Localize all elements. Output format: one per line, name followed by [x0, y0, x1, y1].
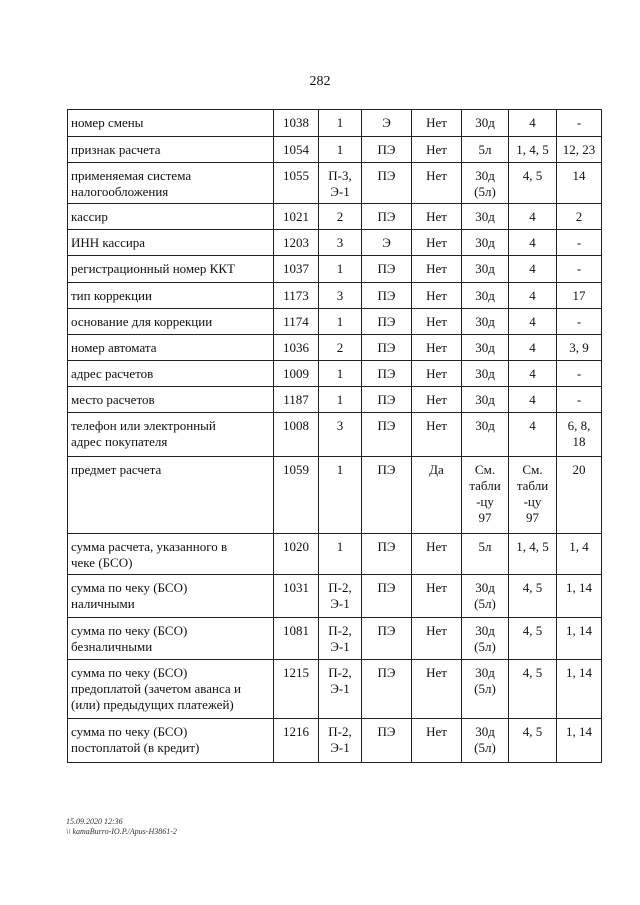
- cell-format: ПЭ: [362, 457, 412, 534]
- cell-required: Нет: [412, 361, 462, 387]
- cell-note: 1, 14: [557, 575, 602, 618]
- cell-multiplicity: П-3, Э-1: [319, 163, 362, 204]
- cell-format: ПЭ: [362, 163, 412, 204]
- cell-format: ПЭ: [362, 618, 412, 660]
- cell-tag-number: 1009: [274, 361, 319, 387]
- cell-storage-period: См. табли -цу 97: [462, 457, 509, 534]
- page-number: 282: [309, 74, 331, 89]
- cell-multiplicity: П-2, Э-1: [319, 719, 362, 763]
- cell-required: Нет: [412, 283, 462, 309]
- cell-multiplicity: 1: [319, 534, 362, 575]
- cell-storage-period: 30д (5л): [462, 163, 509, 204]
- footer-path: \\ kamaBurro-IO.P./Apus-H3861-2: [66, 827, 177, 836]
- cell-group: 4, 5: [509, 719, 557, 763]
- cell-format: ПЭ: [362, 534, 412, 575]
- cell-group: 1, 4, 5: [509, 534, 557, 575]
- cell-note: 3, 9: [557, 335, 602, 361]
- cell-multiplicity: 3: [319, 230, 362, 256]
- table-body: [68, 110, 602, 763]
- cell-group: См. табли -цу 97: [509, 457, 557, 534]
- cell-tag-number: 1174: [274, 309, 319, 335]
- cell-note: -: [557, 230, 602, 256]
- cell-multiplicity: 1: [319, 387, 362, 413]
- cell-group: 4: [509, 204, 557, 230]
- cell-tag-number: 1036: [274, 335, 319, 361]
- table-row: [68, 163, 602, 204]
- cell-group: 4: [509, 110, 557, 137]
- cell-format: ПЭ: [362, 413, 412, 457]
- cell-group: 4, 5: [509, 618, 557, 660]
- cell-tag-number: 1008: [274, 413, 319, 457]
- cell-storage-period: 30д: [462, 283, 509, 309]
- cell-format: ПЭ: [362, 719, 412, 763]
- footer: [66, 817, 177, 837]
- cell-storage-period: 30д (5л): [462, 719, 509, 763]
- cell-requisite-name: основание для коррекции: [68, 309, 274, 335]
- cell-tag-number: 1021: [274, 204, 319, 230]
- cell-storage-period: 30д: [462, 110, 509, 137]
- table-row: [68, 204, 602, 230]
- cell-requisite-name: сумма расчета, указанного в чеке (БСО): [68, 534, 274, 575]
- cell-format: ПЭ: [362, 387, 412, 413]
- cell-group: 4, 5: [509, 575, 557, 618]
- cell-note: 6, 8, 18: [557, 413, 602, 457]
- cell-required: Нет: [412, 163, 462, 204]
- cell-multiplicity: 1: [319, 137, 362, 163]
- cell-storage-period: 30д: [462, 335, 509, 361]
- cell-note: 1, 4: [557, 534, 602, 575]
- cell-format: ПЭ: [362, 256, 412, 283]
- cell-format: ПЭ: [362, 361, 412, 387]
- cell-format: ПЭ: [362, 309, 412, 335]
- requisites-table: [67, 109, 602, 763]
- cell-storage-period: 5л: [462, 137, 509, 163]
- cell-required: Нет: [412, 534, 462, 575]
- cell-tag-number: 1187: [274, 387, 319, 413]
- cell-tag-number: 1037: [274, 256, 319, 283]
- table-row: [68, 660, 602, 719]
- table-row: [68, 230, 602, 256]
- footer-timestamp: 15.09.2020 12:36: [66, 817, 123, 826]
- table-row: [68, 457, 602, 534]
- table-row: [68, 283, 602, 309]
- cell-note: 12, 23: [557, 137, 602, 163]
- cell-storage-period: 30д (5л): [462, 660, 509, 719]
- cell-group: 4: [509, 387, 557, 413]
- cell-multiplicity: 1: [319, 256, 362, 283]
- cell-group: 4: [509, 256, 557, 283]
- cell-group: 4, 5: [509, 660, 557, 719]
- cell-format: ПЭ: [362, 137, 412, 163]
- cell-multiplicity: П-2, Э-1: [319, 575, 362, 618]
- cell-storage-period: 30д: [462, 309, 509, 335]
- cell-storage-period: 30д (5л): [462, 618, 509, 660]
- cell-requisite-name: применяемая система налогообложения: [68, 163, 274, 204]
- table-row: [68, 110, 602, 137]
- cell-requisite-name: номер смены: [68, 110, 274, 137]
- cell-required: Да: [412, 457, 462, 534]
- cell-format: ПЭ: [362, 283, 412, 309]
- cell-group: 4: [509, 361, 557, 387]
- cell-storage-period: 30д (5л): [462, 575, 509, 618]
- cell-group: 4: [509, 335, 557, 361]
- cell-storage-period: 30д: [462, 256, 509, 283]
- cell-requisite-name: сумма по чеку (БСО) постоплатой (в кредит): [68, 719, 274, 763]
- cell-requisite-name: признак расчета: [68, 137, 274, 163]
- cell-tag-number: 1054: [274, 137, 319, 163]
- cell-requisite-name: сумма по чеку (БСО) наличными: [68, 575, 274, 618]
- cell-multiplicity: 2: [319, 335, 362, 361]
- cell-requisite-name: регистрационный номер ККТ: [68, 256, 274, 283]
- cell-requisite-name: место расчетов: [68, 387, 274, 413]
- cell-group: 4: [509, 283, 557, 309]
- table-row: [68, 309, 602, 335]
- cell-note: 1, 14: [557, 719, 602, 763]
- table-row: [68, 137, 602, 163]
- cell-tag-number: 1203: [274, 230, 319, 256]
- cell-tag-number: 1216: [274, 719, 319, 763]
- cell-requisite-name: тип коррекции: [68, 283, 274, 309]
- cell-requisite-name: ИНН кассира: [68, 230, 274, 256]
- cell-storage-period: 30д: [462, 387, 509, 413]
- cell-note: 1, 14: [557, 618, 602, 660]
- cell-required: Нет: [412, 309, 462, 335]
- cell-tag-number: 1031: [274, 575, 319, 618]
- cell-required: Нет: [412, 413, 462, 457]
- table-row: [68, 719, 602, 763]
- cell-multiplicity: 2: [319, 204, 362, 230]
- cell-multiplicity: 1: [319, 457, 362, 534]
- cell-note: 1, 14: [557, 660, 602, 719]
- table-row: [68, 335, 602, 361]
- cell-tag-number: 1038: [274, 110, 319, 137]
- table-row: [68, 575, 602, 618]
- cell-required: Нет: [412, 660, 462, 719]
- cell-required: Нет: [412, 575, 462, 618]
- cell-format: ПЭ: [362, 335, 412, 361]
- cell-requisite-name: номер автомата: [68, 335, 274, 361]
- cell-storage-period: 30д: [462, 361, 509, 387]
- cell-required: Нет: [412, 719, 462, 763]
- cell-multiplicity: 1: [319, 309, 362, 335]
- cell-note: 20: [557, 457, 602, 534]
- cell-required: Нет: [412, 137, 462, 163]
- cell-requisite-name: кассир: [68, 204, 274, 230]
- table-row: [68, 413, 602, 457]
- cell-format: Э: [362, 110, 412, 137]
- cell-multiplicity: 1: [319, 361, 362, 387]
- cell-format: ПЭ: [362, 660, 412, 719]
- cell-required: Нет: [412, 256, 462, 283]
- cell-note: -: [557, 309, 602, 335]
- cell-format: ПЭ: [362, 204, 412, 230]
- cell-required: Нет: [412, 204, 462, 230]
- cell-note: 2: [557, 204, 602, 230]
- cell-requisite-name: предмет расчета: [68, 457, 274, 534]
- cell-multiplicity: П-2, Э-1: [319, 660, 362, 719]
- cell-tag-number: 1215: [274, 660, 319, 719]
- cell-storage-period: 30д: [462, 204, 509, 230]
- cell-group: 4, 5: [509, 163, 557, 204]
- cell-requisite-name: адрес расчетов: [68, 361, 274, 387]
- cell-requisite-name: телефон или электронный адрес покупателя: [68, 413, 274, 457]
- cell-group: 1, 4, 5: [509, 137, 557, 163]
- cell-tag-number: 1020: [274, 534, 319, 575]
- cell-required: Нет: [412, 387, 462, 413]
- cell-note: -: [557, 256, 602, 283]
- table-row: [68, 256, 602, 283]
- cell-multiplicity: 3: [319, 413, 362, 457]
- table-row: [68, 534, 602, 575]
- cell-format: Э: [362, 230, 412, 256]
- cell-group: 4: [509, 309, 557, 335]
- cell-tag-number: 1059: [274, 457, 319, 534]
- cell-group: 4: [509, 230, 557, 256]
- cell-multiplicity: 3: [319, 283, 362, 309]
- cell-required: Нет: [412, 335, 462, 361]
- cell-note: -: [557, 387, 602, 413]
- table-row: [68, 361, 602, 387]
- table-row: [68, 387, 602, 413]
- cell-tag-number: 1173: [274, 283, 319, 309]
- cell-required: Нет: [412, 230, 462, 256]
- cell-group: 4: [509, 413, 557, 457]
- cell-tag-number: 1055: [274, 163, 319, 204]
- table-row: [68, 618, 602, 660]
- cell-note: -: [557, 361, 602, 387]
- cell-requisite-name: сумма по чеку (БСО) безналичными: [68, 618, 274, 660]
- cell-format: ПЭ: [362, 575, 412, 618]
- cell-storage-period: 30д: [462, 230, 509, 256]
- cell-multiplicity: 1: [319, 110, 362, 137]
- cell-tag-number: 1081: [274, 618, 319, 660]
- cell-multiplicity: П-2, Э-1: [319, 618, 362, 660]
- cell-storage-period: 30д: [462, 413, 509, 457]
- cell-note: -: [557, 110, 602, 137]
- cell-required: Нет: [412, 618, 462, 660]
- cell-note: 17: [557, 283, 602, 309]
- cell-note: 14: [557, 163, 602, 204]
- cell-storage-period: 5л: [462, 534, 509, 575]
- cell-requisite-name: сумма по чеку (БСО) предоплатой (зачетом аванса и (или) предыдущих платежей): [68, 660, 274, 719]
- cell-required: Нет: [412, 110, 462, 137]
